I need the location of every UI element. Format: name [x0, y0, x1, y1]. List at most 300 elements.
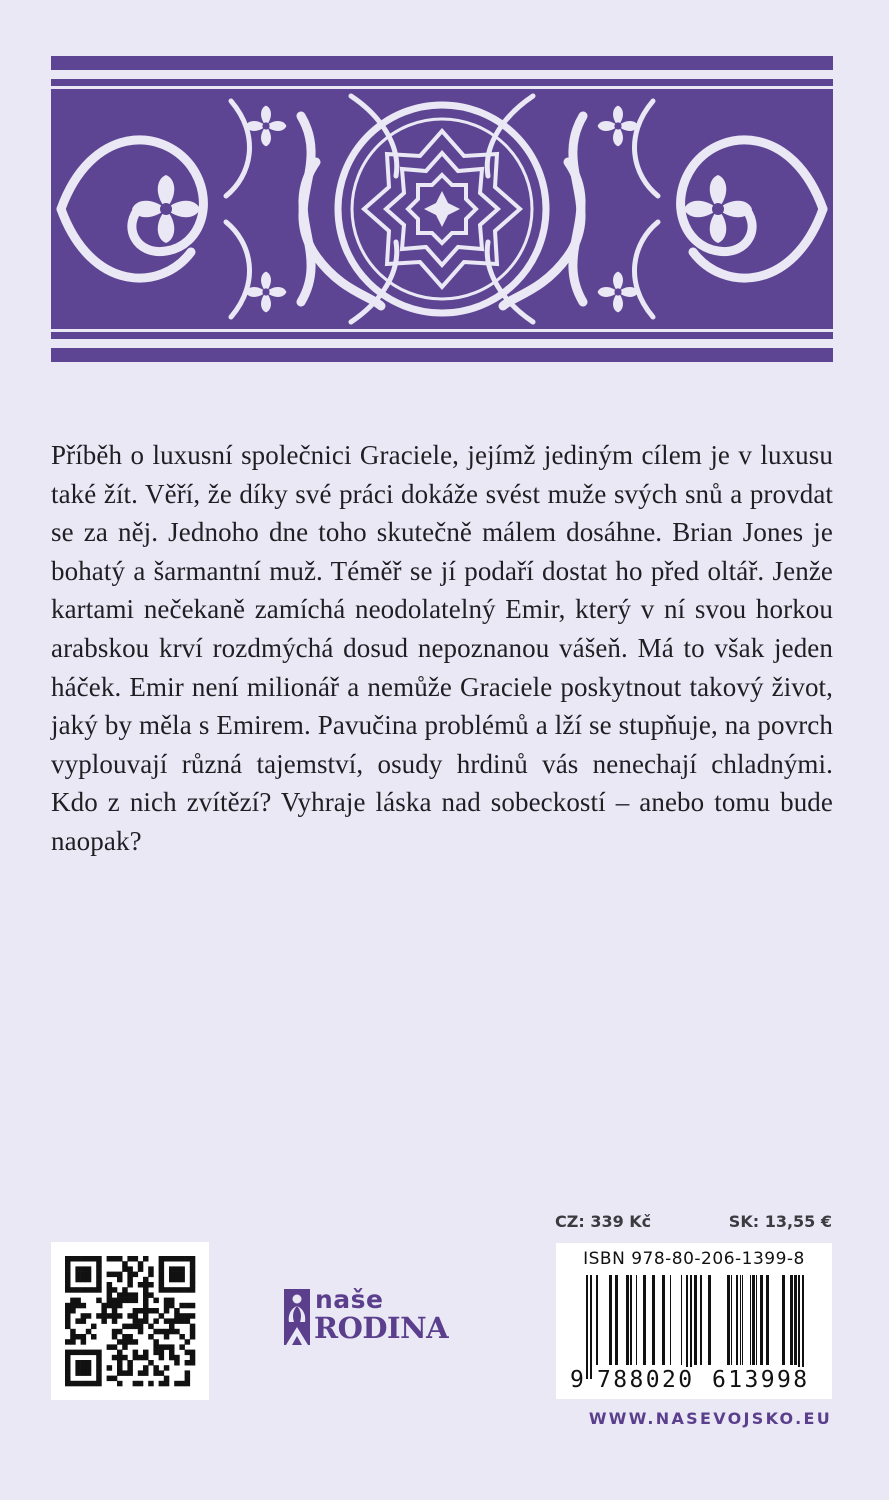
- barcode-bar: [609, 1275, 612, 1365]
- barcode-bar: [794, 1275, 797, 1365]
- qr-module: [117, 1365, 123, 1371]
- qr-module: [190, 1350, 196, 1356]
- qr-module: [65, 1318, 71, 1324]
- qr-module: [65, 1313, 71, 1319]
- qr-module: [143, 1287, 149, 1293]
- isbn-left-digits: 788020: [597, 1367, 695, 1393]
- qr-module: [91, 1381, 97, 1387]
- qr-module: [107, 1365, 113, 1371]
- qr-module: [107, 1292, 113, 1298]
- price-cz: CZ: 339 Kč: [555, 1212, 652, 1231]
- qr-module: [148, 1381, 154, 1387]
- qr-module: [81, 1303, 87, 1309]
- qr-module: [148, 1308, 154, 1314]
- qr-module: [164, 1344, 170, 1350]
- qr-module: [159, 1266, 165, 1272]
- qr-module: [133, 1318, 139, 1324]
- qr-module: [86, 1381, 92, 1387]
- qr-module: [153, 1329, 159, 1335]
- qr-module: [81, 1256, 87, 1262]
- qr-module: [179, 1334, 185, 1340]
- qr-module: [101, 1318, 107, 1324]
- qr-module: [65, 1266, 71, 1272]
- qr-module: [86, 1287, 92, 1293]
- qr-code-icon[interactable]: [51, 1242, 209, 1400]
- qr-module: [185, 1318, 191, 1324]
- barcode-bar: [790, 1275, 793, 1365]
- barcode-bar: [756, 1275, 757, 1365]
- qr-module: [122, 1292, 128, 1298]
- qr-module: [117, 1381, 123, 1387]
- qr-module: [133, 1355, 139, 1361]
- qr-module: [190, 1324, 196, 1330]
- qr-module: [179, 1277, 185, 1283]
- qr-module: [179, 1303, 185, 1309]
- qr-module: [190, 1355, 196, 1361]
- qr-module: [86, 1350, 92, 1356]
- qr-module: [75, 1318, 81, 1324]
- qr-module: [65, 1261, 71, 1267]
- qr-module: [159, 1344, 165, 1350]
- qr-module: [96, 1360, 102, 1366]
- qr-module: [185, 1339, 191, 1345]
- qr-module: [81, 1381, 87, 1387]
- qr-module: [122, 1287, 128, 1293]
- qr-module: [81, 1287, 87, 1293]
- qr-module: [164, 1334, 170, 1340]
- qr-module: [96, 1313, 102, 1319]
- qr-module: [65, 1308, 71, 1314]
- qr-module: [75, 1266, 81, 1272]
- qr-module: [70, 1298, 76, 1304]
- qr-module: [70, 1381, 76, 1387]
- qr-module: [174, 1355, 180, 1361]
- qr-module: [70, 1287, 76, 1293]
- qr-module: [75, 1334, 81, 1340]
- qr-module: [75, 1272, 81, 1278]
- qr-module: [174, 1256, 180, 1262]
- qr-module: [65, 1282, 71, 1288]
- qr-module: [96, 1298, 102, 1304]
- qr-module: [174, 1266, 180, 1272]
- qr-module: [179, 1287, 185, 1293]
- qr-module: [185, 1303, 191, 1309]
- qr-module: [86, 1370, 92, 1376]
- qr-module: [164, 1329, 170, 1335]
- qr-module: [127, 1360, 132, 1366]
- qr-module: [153, 1298, 159, 1304]
- qr-module: [101, 1308, 107, 1314]
- qr-module: [75, 1360, 81, 1366]
- qr-module: [169, 1344, 175, 1350]
- qr-module: [179, 1256, 185, 1262]
- qr-module: [86, 1329, 92, 1335]
- qr-module: [91, 1324, 97, 1330]
- qr-module: [164, 1298, 170, 1304]
- publisher-website-link[interactable]: WWW.NASEVOJSKO.EU: [588, 1409, 832, 1428]
- qr-module: [127, 1370, 132, 1376]
- qr-module: [86, 1277, 92, 1283]
- nase-rodina-logo-mark-icon: [284, 1289, 310, 1345]
- qr-module: [169, 1256, 175, 1262]
- qr-module: [159, 1277, 165, 1283]
- isbn-right-digits: 613998: [712, 1367, 810, 1393]
- qr-module: [81, 1313, 87, 1319]
- qr-module: [133, 1350, 139, 1356]
- qr-module: [65, 1272, 71, 1278]
- qr-module: [164, 1256, 170, 1262]
- qr-module: [122, 1266, 128, 1272]
- qr-module: [70, 1329, 76, 1335]
- qr-module: [117, 1292, 123, 1298]
- qr-module: [143, 1303, 149, 1309]
- barcode-bar: [752, 1275, 755, 1365]
- qr-module: [65, 1381, 71, 1387]
- qr-module: [81, 1360, 87, 1366]
- qr-module: [127, 1256, 132, 1262]
- qr-module: [112, 1272, 118, 1278]
- qr-module: [96, 1350, 102, 1356]
- qr-module: [169, 1266, 175, 1272]
- barcode-bar: [636, 1275, 637, 1365]
- qr-module: [169, 1324, 175, 1330]
- qr-module: [164, 1287, 170, 1293]
- qr-module: [174, 1287, 180, 1293]
- qr-module: [179, 1313, 185, 1319]
- qr-module: [185, 1381, 191, 1387]
- qr-module: [70, 1334, 76, 1340]
- qr-module: [159, 1313, 165, 1319]
- qr-module: [179, 1318, 185, 1324]
- qr-module: [143, 1370, 149, 1376]
- barcode-bar: [766, 1275, 769, 1365]
- qr-module: [143, 1318, 149, 1324]
- qr-module: [174, 1272, 180, 1278]
- qr-module: [174, 1318, 180, 1324]
- qr-module: [112, 1334, 118, 1340]
- qr-module: [86, 1256, 92, 1262]
- qr-module: [185, 1376, 191, 1382]
- qr-module: [91, 1287, 97, 1293]
- qr-module: [127, 1339, 132, 1345]
- qr-module: [164, 1303, 170, 1309]
- qr-module: [148, 1266, 154, 1272]
- qr-module: [107, 1272, 113, 1278]
- qr-module: [148, 1292, 154, 1298]
- qr-module: [127, 1324, 132, 1330]
- qr-module: [112, 1287, 118, 1293]
- qr-module: [174, 1360, 180, 1366]
- qr-module: [164, 1318, 170, 1324]
- qr-module: [117, 1350, 123, 1356]
- qr-module: [65, 1277, 71, 1283]
- qr-module: [185, 1287, 191, 1293]
- qr-module: [159, 1350, 165, 1356]
- qr-module: [159, 1287, 165, 1293]
- qr-module: [65, 1339, 71, 1345]
- qr-module: [133, 1339, 139, 1345]
- qr-module: [164, 1308, 170, 1314]
- qr-module: [112, 1329, 118, 1335]
- qr-module: [122, 1339, 128, 1345]
- qr-module: [86, 1313, 92, 1319]
- qr-module: [143, 1292, 149, 1298]
- qr-module: [148, 1360, 154, 1366]
- qr-module: [117, 1298, 123, 1304]
- qr-module: [112, 1318, 118, 1324]
- qr-module: [179, 1344, 185, 1350]
- qr-module: [138, 1308, 144, 1314]
- qr-module: [107, 1344, 113, 1350]
- qr-module: [174, 1329, 180, 1335]
- qr-module: [81, 1350, 87, 1356]
- qr-module: [190, 1334, 196, 1340]
- qr-module: [143, 1256, 149, 1262]
- barcode-bar: [615, 1275, 618, 1365]
- barcode-bar: [626, 1275, 629, 1365]
- barcode-bar: [643, 1275, 646, 1365]
- qr-module: [117, 1360, 123, 1366]
- qr-module: [86, 1266, 92, 1272]
- qr-module: [96, 1282, 102, 1288]
- qr-module: [70, 1256, 76, 1262]
- barcode-icon: [570, 1275, 818, 1379]
- qr-module: [81, 1334, 87, 1340]
- qr-module: [75, 1277, 81, 1283]
- qr-module: [81, 1370, 87, 1376]
- qr-module: [190, 1360, 196, 1366]
- qr-module: [107, 1287, 113, 1293]
- qr-module: [127, 1272, 132, 1278]
- qr-module: [81, 1339, 87, 1345]
- barcode-bar: [700, 1275, 702, 1365]
- qr-module: [185, 1350, 191, 1356]
- qr-module: [65, 1370, 71, 1376]
- qr-module: [65, 1360, 71, 1366]
- qr-module: [153, 1365, 159, 1371]
- qr-module: [122, 1355, 128, 1361]
- qr-module: [169, 1272, 175, 1278]
- qr-module: [122, 1261, 128, 1267]
- barcode-bar: [782, 1275, 785, 1365]
- qr-module: [107, 1376, 113, 1382]
- qr-module: [96, 1256, 102, 1262]
- qr-module: [127, 1282, 132, 1288]
- qr-module: [122, 1298, 128, 1304]
- qr-module: [138, 1261, 144, 1267]
- qr-module: [96, 1355, 102, 1361]
- barcode-bar: [686, 1275, 688, 1379]
- qr-module: [190, 1272, 196, 1278]
- qr-module: [133, 1272, 139, 1278]
- qr-module: [138, 1266, 144, 1272]
- qr-module: [81, 1365, 87, 1371]
- qr-module: [164, 1376, 170, 1382]
- qr-module: [75, 1287, 81, 1293]
- qr-module: [143, 1313, 149, 1319]
- qr-module: [65, 1365, 71, 1371]
- qr-module: [91, 1334, 97, 1340]
- qr-module: [159, 1329, 165, 1335]
- qr-module: [112, 1298, 118, 1304]
- qr-module: [159, 1272, 165, 1278]
- qr-module: [148, 1272, 154, 1278]
- qr-module: [65, 1355, 71, 1361]
- qr-module: [70, 1308, 76, 1314]
- qr-module: [91, 1256, 97, 1262]
- qr-module: [96, 1376, 102, 1382]
- qr-module: [75, 1303, 81, 1309]
- barcode-bar: [750, 1275, 751, 1365]
- qr-module: [117, 1313, 123, 1319]
- qr-module: [169, 1287, 175, 1293]
- qr-module: [159, 1256, 165, 1262]
- qr-module: [112, 1376, 118, 1382]
- qr-module: [81, 1277, 87, 1283]
- qr-module: [107, 1256, 113, 1262]
- barcode-bar: [670, 1275, 671, 1365]
- qr-module: [169, 1303, 175, 1309]
- barcode-bar: [731, 1275, 732, 1365]
- qr-module: [65, 1350, 71, 1356]
- qr-module: [159, 1381, 165, 1387]
- qr-module: [117, 1339, 123, 1345]
- publisher-word-rodina: RODINA: [314, 1311, 449, 1345]
- barcode-bar: [690, 1275, 692, 1379]
- qr-module: [65, 1376, 71, 1382]
- qr-module: [81, 1272, 87, 1278]
- qr-module: [127, 1292, 132, 1298]
- qr-module: [96, 1272, 102, 1278]
- barcode-bar: [596, 1275, 598, 1365]
- qr-module: [127, 1298, 132, 1304]
- qr-module: [169, 1298, 175, 1304]
- book-blurb: Příběh o luxusní společnici Graciele, jejímž jediným cílem je v luxusu také žít. Věří, že díky své práci dokáže svést muže svých snů a provdat se za něj. Jednoho dne toho skutečně málem dosáhne. Brian Jones je bohatý a šarmantní muž. Téměř se jí podaří dostat ho před oltář. Jenže kartami nečekaně zamíchá neodolatelný Emir, který v ní svou horkou arabskou krví rozdmýchá dosud nepoznanou vášeň. Má to však jeden háček. Emir není milionář a nemůže Graciele poskytnout takový život, jaký by měla s Emirem. Pavučina problémů a lží se stupňuje, na povrch vyplouvají různá tajemství, osudy hrdinů vás nenechají chladnými. Kdo z nich zvítězí? Vyhraje láska nad sobeckostí – anebo tomu bude naopak?: [51, 440, 833, 856]
- barcode-bar: [736, 1275, 738, 1365]
- qr-module: [122, 1344, 128, 1350]
- barcode-bar: [662, 1275, 665, 1365]
- qr-module: [190, 1261, 196, 1267]
- qr-module: [143, 1365, 149, 1371]
- qr-module: [75, 1298, 81, 1304]
- qr-module: [91, 1350, 97, 1356]
- barcode-bar: [727, 1275, 730, 1365]
- qr-module: [190, 1287, 196, 1293]
- qr-module: [112, 1313, 118, 1319]
- publisher-word-nase: naše: [315, 1285, 384, 1314]
- qr-module: [133, 1381, 139, 1387]
- qr-module: [133, 1298, 139, 1304]
- barcode-bar: [802, 1275, 804, 1379]
- qr-module: [112, 1344, 118, 1350]
- qr-module: [138, 1381, 144, 1387]
- qr-module: [148, 1282, 154, 1288]
- qr-module: [101, 1313, 107, 1319]
- qr-module: [112, 1256, 118, 1262]
- qr-module: [153, 1350, 159, 1356]
- qr-module: [96, 1261, 102, 1267]
- qr-module: [70, 1303, 76, 1309]
- qr-module: [164, 1365, 170, 1371]
- qr-module: [153, 1344, 159, 1350]
- qr-module: [143, 1298, 149, 1304]
- qr-module: [75, 1370, 81, 1376]
- qr-module: [133, 1308, 139, 1314]
- qr-module: [138, 1329, 144, 1335]
- barcode-bar: [630, 1275, 632, 1365]
- qr-module: [190, 1303, 196, 1309]
- qr-module: [169, 1318, 175, 1324]
- qr-module: [96, 1266, 102, 1272]
- isbn-barcode: [556, 1243, 832, 1399]
- qr-module: [112, 1308, 118, 1314]
- qr-module: [107, 1282, 113, 1288]
- qr-module: [75, 1350, 81, 1356]
- qr-module: [122, 1334, 128, 1340]
- qr-module: [159, 1282, 165, 1288]
- qr-module: [138, 1282, 144, 1288]
- barcode-bar: [652, 1275, 655, 1365]
- qr-module: [138, 1355, 144, 1361]
- qr-module: [117, 1277, 123, 1283]
- qr-module: [75, 1381, 81, 1387]
- qr-module: [179, 1272, 185, 1278]
- qr-module: [179, 1266, 185, 1272]
- qr-module: [148, 1334, 154, 1340]
- price-sk: SK: 13,55 €: [728, 1212, 832, 1231]
- qr-module: [133, 1313, 139, 1319]
- qr-module: [190, 1266, 196, 1272]
- qr-module: [153, 1318, 159, 1324]
- qr-module: [143, 1355, 149, 1361]
- qr-module: [185, 1313, 191, 1319]
- qr-module: [112, 1355, 118, 1361]
- qr-module: [190, 1313, 196, 1319]
- qr-module: [174, 1381, 180, 1387]
- qr-module: [174, 1313, 180, 1319]
- qr-module: [122, 1370, 128, 1376]
- qr-module: [190, 1277, 196, 1283]
- qr-module: [169, 1350, 175, 1356]
- qr-module: [122, 1324, 128, 1330]
- qr-module: [65, 1303, 71, 1309]
- qr-module: [190, 1282, 196, 1288]
- isbn-lead-digit: 9: [570, 1367, 584, 1393]
- qr-module: [81, 1318, 87, 1324]
- qr-module: [179, 1381, 185, 1387]
- qr-module: [96, 1381, 102, 1387]
- qr-module: [117, 1256, 123, 1262]
- qr-module: [190, 1329, 196, 1335]
- qr-module: [81, 1266, 87, 1272]
- qr-module: [117, 1303, 123, 1309]
- qr-module: [117, 1329, 123, 1335]
- qr-module: [190, 1256, 196, 1262]
- qr-module: [159, 1261, 165, 1267]
- qr-module: [107, 1298, 113, 1304]
- barcode-bar: [742, 1275, 743, 1365]
- qr-module: [96, 1365, 102, 1371]
- qr-module: [169, 1355, 175, 1361]
- barcode-bar: [760, 1275, 763, 1365]
- qr-module: [174, 1277, 180, 1283]
- qr-module: [143, 1282, 149, 1288]
- barcode-bar: [798, 1275, 800, 1379]
- qr-module: [112, 1303, 118, 1309]
- qr-module: [143, 1308, 149, 1314]
- qr-module: [96, 1370, 102, 1376]
- publisher-logo: [284, 1285, 484, 1351]
